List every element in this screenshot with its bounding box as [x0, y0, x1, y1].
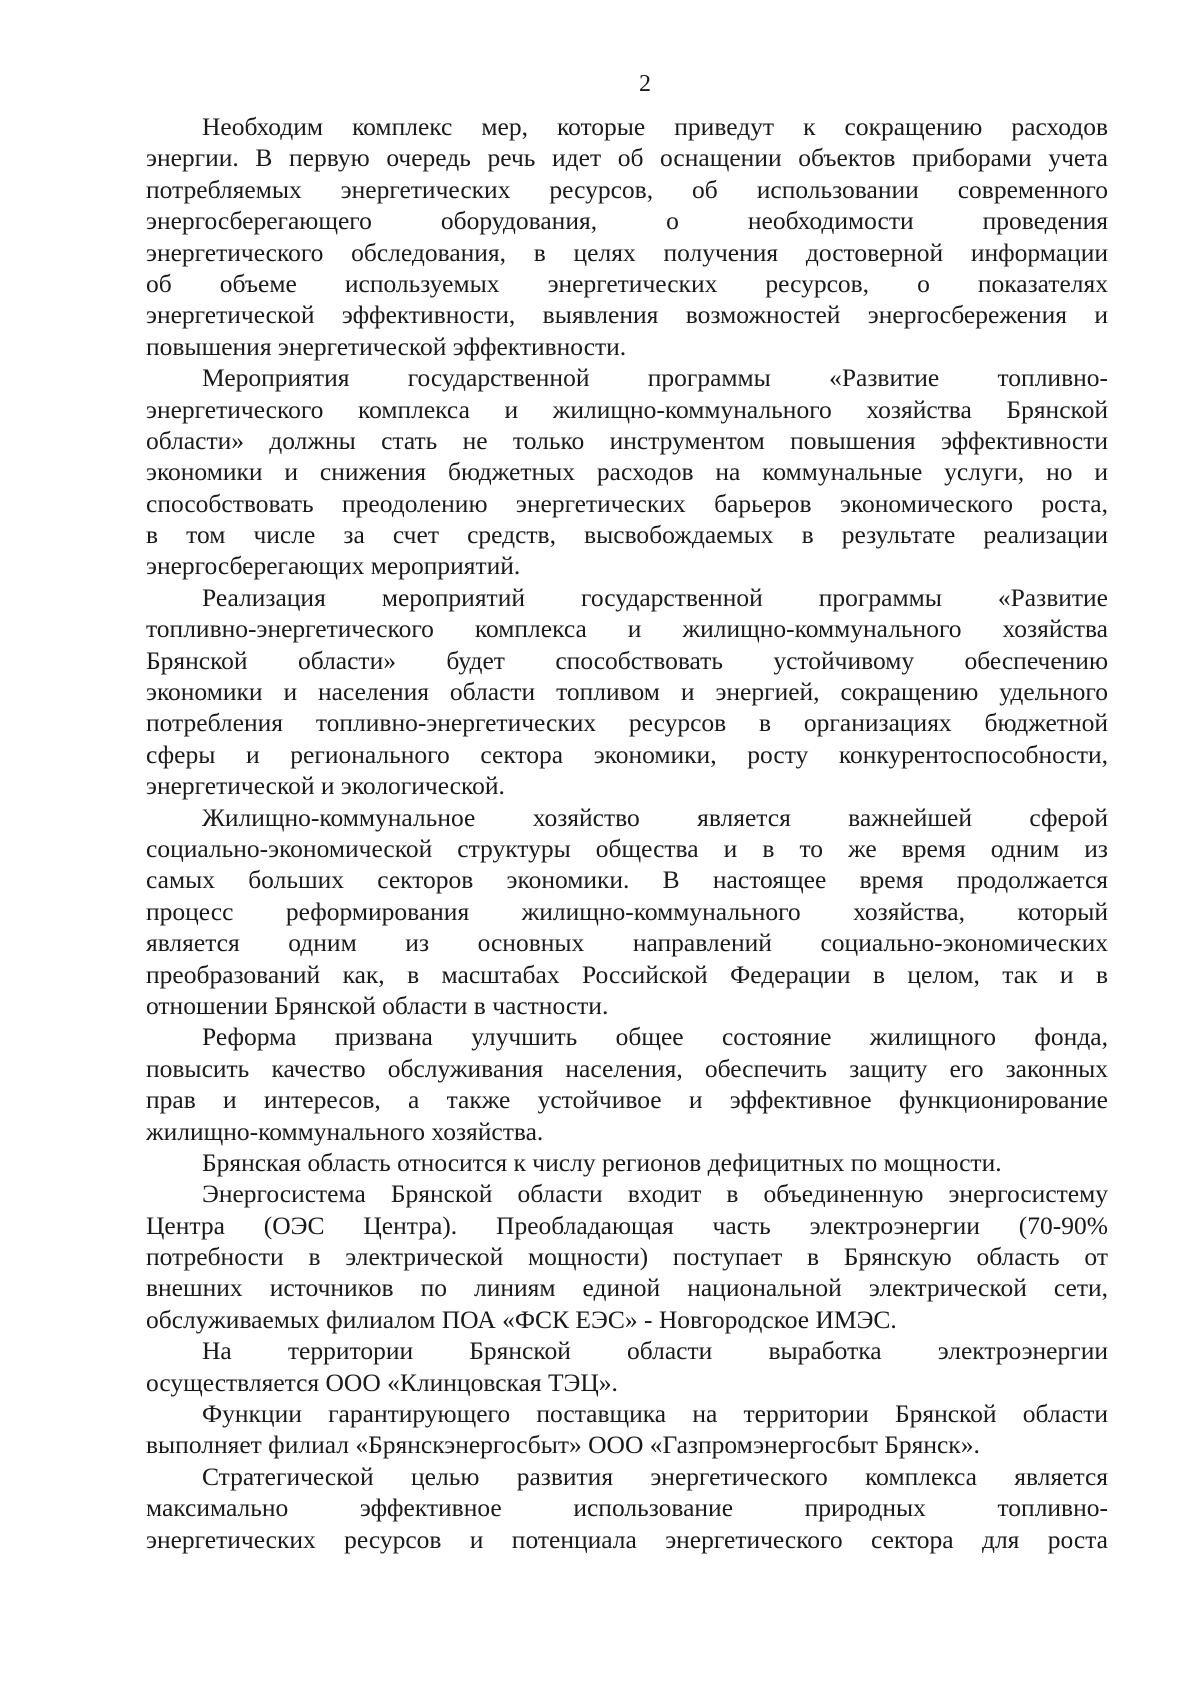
- text-line: потребления топливно-энергетических ресурсов в организациях бюджетной: [146, 708, 1108, 738]
- text-line: прав и интересов, а также устойчивое и эффективное функционирование: [146, 1085, 1108, 1115]
- text-line: осуществляется ООО «Клинцовская ТЭЦ».: [146, 1367, 618, 1397]
- paragraph: [146, 1147, 1108, 1178]
- text-line: энергетического комплекса и жилищно-коммунального хозяйства Брянской: [146, 394, 1108, 424]
- text-line: Функции гарантирующего поставщика на территории Брянской области: [202, 1399, 1108, 1429]
- page-number: 2: [639, 71, 651, 97]
- paragraph: [146, 582, 1108, 802]
- paragraph: [146, 1335, 1108, 1398]
- text-line: экономики и снижения бюджетных расходов на коммунальные услуги, но и: [146, 457, 1108, 487]
- text-line: энергетических ресурсов и потенциала энергетического сектора для роста: [146, 1524, 1108, 1554]
- document-body: [146, 111, 1108, 1555]
- text-line: Брянская область относится к числу регионов дефицитных по мощности.: [202, 1147, 1002, 1177]
- text-line: энергетической эффективности, выявления возможностей энергосбережения и: [146, 300, 1108, 330]
- text-line: энергии. В первую очередь речь идет об оснащении объектов приборами учета: [146, 143, 1108, 173]
- text-line: Реформа призвана улучшить общее состояние жилищного фонда,: [202, 1022, 1108, 1052]
- text-line: повысить качество обслуживания населения, обеспечить защиту его законных: [146, 1053, 1108, 1083]
- text-line: Стратегической целью развития энергетического комплекса является: [202, 1461, 1108, 1491]
- text-line: Необходим комплекс мер, которые приведут к сокращению расходов: [202, 112, 1108, 141]
- text-line: области» должны стать не только инструментом повышения эффективности: [146, 425, 1108, 455]
- paragraph: [146, 111, 1108, 362]
- paragraph: [146, 1461, 1108, 1555]
- text-line: сферы и регионального сектора экономики, росту конкурентоспособности,: [146, 739, 1108, 769]
- text-line: внешних источников по линиям единой национальной электрической сети,: [146, 1273, 1108, 1303]
- text-line: является одним из основных направлений социально-экономических: [146, 928, 1108, 958]
- text-line: Реализация мероприятий государственной программы «Развитие: [202, 582, 1108, 612]
- text-line: об объеме используемых энергетических ресурсов, о показателях: [146, 268, 1108, 298]
- paragraph: [146, 1021, 1108, 1147]
- text-line: потребляемых энергетических ресурсов, об использовании современного: [146, 174, 1108, 204]
- text-line: максимально эффективное использование природных топливно-: [146, 1493, 1108, 1523]
- text-line: энергетической и экологической.: [146, 771, 505, 801]
- text-line: социально-экономической структуры общества и в то же время одним из: [146, 833, 1108, 863]
- text-line: способствовать преодолению энергетических барьеров экономического роста,: [146, 488, 1108, 518]
- text-line: обслуживаемых филиалом ПОА «ФСК ЕЭС» - Новгородское ИМЭС.: [146, 1304, 897, 1334]
- text-line: повышения энергетической эффективности.: [146, 331, 627, 361]
- text-line: жилищно-коммунального хозяйства.: [146, 1116, 544, 1146]
- text-line: Брянской области» будет способствовать устойчивому обеспечению: [146, 645, 1108, 675]
- paragraph: [146, 1398, 1108, 1461]
- text-line: Энергосистема Брянской области входит в объединенную энергосистему: [202, 1179, 1108, 1209]
- text-line: Жилищно-коммунальное хозяйство является важнейшей сферой: [202, 802, 1108, 832]
- paragraph: [146, 1178, 1108, 1335]
- text-line: энергосберегающего оборудования, о необходимости проведения: [146, 206, 1108, 236]
- text-line: экономики и населения области топливом и энергией, сокращению удельного: [146, 677, 1108, 707]
- text-line: преобразований как, в масштабах Российской Федерации в целом, так и в: [146, 959, 1108, 989]
- text-line: самых больших секторов экономики. В настоящее время продолжается: [146, 865, 1108, 895]
- text-line: Центра (ОЭС Центра). Преобладающая часть электроэнергии (70-90%: [146, 1210, 1108, 1240]
- text-line: энергетического обследования, в целях получения достоверной информации: [146, 237, 1108, 267]
- text-line: На территории Брянской области выработка электроэнергии: [202, 1336, 1108, 1366]
- paragraph: [146, 362, 1108, 582]
- paragraph: [146, 802, 1108, 1022]
- text-line: отношении Брянской области в частности.: [146, 990, 609, 1020]
- text-line: в том числе за счет средств, высвобождаемых в результате реализации: [146, 520, 1108, 550]
- text-line: энергосберегающих мероприятий.: [146, 551, 521, 581]
- text-line: потребности в электрической мощности) поступает в Брянскую область от: [146, 1242, 1108, 1272]
- text-line: Мероприятия государственной программы «Развитие топливно-: [202, 363, 1108, 393]
- text-line: процесс реформирования жилищно-коммунального хозяйства, который: [146, 896, 1108, 926]
- text-line: выполняет филиал «Брянскэнергосбыт» ООО «Газпромэнергосбыт Брянск».: [146, 1430, 980, 1460]
- text-line: топливно-энергетического комплекса и жилищно-коммунального хозяйства: [146, 614, 1108, 644]
